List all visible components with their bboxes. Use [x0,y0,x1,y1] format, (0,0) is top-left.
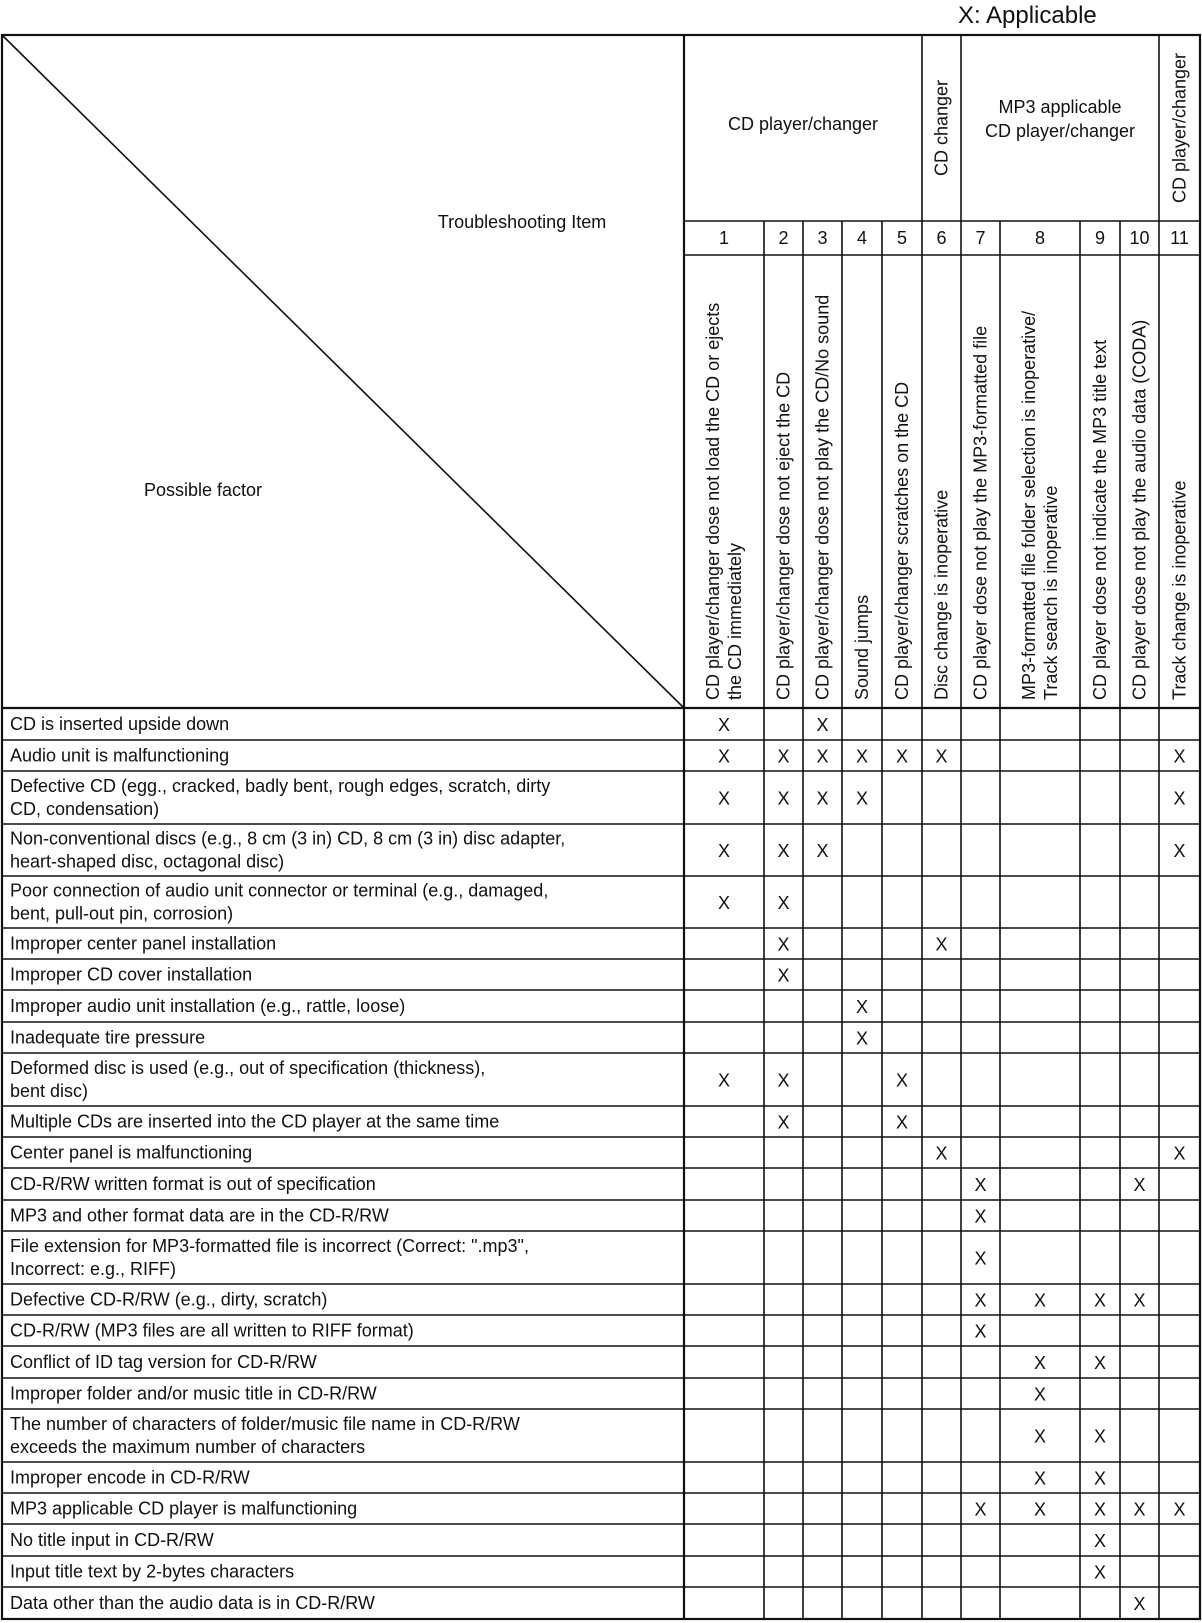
applicable-mark: X [717,715,731,735]
factor-text: Defective CD (egg., cracked, badly bent, rough edges, scratch, dirty [10,776,551,796]
factor-text: Defective CD-R/RW (e.g., dirty, scratch) [10,1289,328,1310]
applicable-mark: X [777,841,790,861]
applicable-mark: X [1033,1290,1047,1311]
factor-text: CD is inserted upside down [10,714,230,734]
column-number: 2 [778,228,789,248]
applicable-mark: X [1173,1499,1186,1520]
factor-text: CD-R/RW written format is out of specification [10,1174,376,1194]
applicable-mark: X [816,746,829,767]
factor-text: MP3 applicable CD player is malfunctioning [10,1498,358,1519]
column-description: CD player/changer scratches on the CD [892,381,912,700]
group-label: CD player/changer [727,114,879,134]
column-number: 11 [1170,228,1189,248]
column-number: 6 [936,228,947,248]
applicable-mark: X [974,1206,987,1227]
column-description: CD player/changer dose not eject the CD [773,371,794,700]
applicable-mark: X [777,1070,790,1091]
factor-text: Improper audio unit installation (e.g., rattle, loose) [10,996,406,1016]
column-description: CD player/changer dose not load the CD or ejects [703,302,723,700]
legend-applicable: X: Applicable [958,2,1097,29]
applicable-mark: X [816,715,829,735]
applicable-mark: X [777,1112,790,1133]
possible-factor-label: Possible factor [143,480,263,500]
applicable-mark: X [777,788,790,809]
applicable-mark: X [855,788,869,809]
header-diagonal [2,35,684,708]
column-description: MP3-formatted file folder selection is inoperative/ [1019,310,1039,700]
column-description: CD player dose not play the MP3-formatted file [970,325,991,700]
applicable-mark: X [717,841,731,861]
applicable-mark: X [1033,1468,1047,1489]
applicable-mark: X [935,934,948,955]
applicable-mark: X [935,746,948,767]
column-description: CD player dose not play the audio data (CODA) [1129,319,1150,700]
factor-text: Improper encode in CD-R/RW [10,1467,250,1488]
column-description: Track change is inoperative [1169,480,1190,700]
applicable-mark: X [974,1290,987,1311]
group-label: CD changer [931,79,952,177]
applicable-mark: X [974,1248,987,1269]
factor-text: File extension for MP3-formatted file is incorrect (Correct: ".mp3", [10,1236,529,1256]
factor-text: heart-shaped disc, octagonal disc) [10,851,285,872]
applicable-mark: X [1093,1531,1107,1551]
column-number: 8 [1034,228,1046,248]
factor-text: The number of characters of folder/music file name in CD-R/RW [10,1414,520,1434]
factor-text: Incorrect: e.g., RIFF) [10,1259,177,1279]
applicable-mark: X [1133,1290,1146,1311]
applicable-mark: X [855,997,869,1017]
column-description: CD player/changer dose not play the CD/No sound [812,294,833,700]
column-description: Disc change is inoperative [931,489,952,700]
applicable-mark: X [855,1028,869,1049]
applicable-mark: X [895,746,909,767]
applicable-mark: X [974,1499,987,1520]
factor-text: Conflict of ID tag version for CD-R/RW [10,1352,317,1372]
factor-text: exceeds the maximum number of characters [10,1437,366,1457]
applicable-mark: X [974,1321,987,1342]
applicable-mark: X [777,934,790,955]
applicable-mark: X [1173,841,1186,861]
applicable-mark: X [717,1070,731,1091]
applicable-mark: X [1033,1384,1047,1405]
applicable-mark: X [1093,1353,1107,1373]
column-number: 5 [896,228,908,248]
factor-text: CD, condensation) [10,799,160,819]
factor-text: Inadequate tire pressure [10,1027,206,1048]
applicable-mark: X [1133,1594,1146,1614]
applicable-mark: X [1093,1290,1107,1311]
factor-text: Poor connection of audio unit connector or terminal (e.g., damaged, [10,880,549,901]
factor-text: bent disc) [10,1081,89,1101]
applicable-mark: X [1033,1353,1047,1373]
applicable-mark: X [1173,788,1186,809]
group-label-line: MP3 applicable [998,97,1122,117]
factor-text: No title input in CD-R/RW [10,1530,214,1550]
applicable-mark: X [1033,1499,1047,1520]
table-frame [2,35,1200,1619]
factor-text: Input title text by 2-bytes characters [10,1561,295,1582]
column-description: the CD immediately [725,542,745,700]
factor-text: Improper CD cover installation [10,964,253,985]
applicable-mark: X [1033,1426,1047,1447]
applicable-mark: X [974,1175,987,1195]
applicable-mark: X [1173,746,1186,767]
factor-text: Deformed disc is used (e.g., out of specification (thickness), [10,1058,486,1078]
troubleshooting-item-label: Troubleshooting Item [437,212,607,232]
applicable-mark: X [777,965,790,986]
applicable-mark: X [717,788,731,809]
column-number: 3 [817,228,828,248]
column-number: 4 [856,228,868,248]
applicable-mark: X [1133,1499,1146,1520]
applicable-mark: X [895,1112,909,1133]
group-label: CD player/changer [1169,52,1190,204]
applicable-mark: X [935,1143,948,1164]
column-description: Sound jumps [852,594,872,700]
applicable-mark: X [816,788,829,809]
applicable-mark: X [777,893,790,913]
column-number: 10 [1129,228,1150,248]
applicable-mark: X [1173,1143,1186,1164]
applicable-mark: X [816,841,829,861]
applicable-mark: X [1133,1175,1146,1195]
applicable-mark: X [1093,1562,1107,1583]
factor-text: Data other than the audio data is in CD-R/RW [10,1593,375,1613]
factor-text: Improper folder and/or music title in CD-R/RW [10,1383,377,1404]
column-number: 9 [1094,228,1106,248]
group-label-line: CD player/changer [984,121,1136,141]
column-description: CD player dose not indicate the MP3 title text [1090,339,1110,700]
factor-text: Multiple CDs are inserted into the CD player at the same time [10,1111,500,1132]
applicable-mark: X [717,893,731,913]
applicable-mark: X [855,746,869,767]
factor-text: Improper center panel installation [10,933,277,954]
factor-text: Audio unit is malfunctioning [10,745,230,766]
column-description: Track search is inoperative [1041,485,1061,700]
applicable-mark: X [895,1070,909,1091]
applicable-mark: X [1093,1426,1107,1447]
applicable-mark: X [777,746,790,767]
applicable-mark: X [717,746,731,767]
applicable-mark: X [1093,1499,1107,1520]
factor-text: Non-conventional discs (e.g., 8 cm (3 in) CD, 8 cm (3 in) disc adapter, [10,828,566,849]
column-number: 1 [718,228,730,248]
factor-text: MP3 and other format data are in the CD-R/RW [10,1205,389,1226]
factor-text: CD-R/RW (MP3 files are all written to RIFF format) [10,1320,414,1341]
column-number: 7 [975,228,986,248]
applicable-mark: X [1093,1468,1107,1489]
factor-text: Center panel is malfunctioning [10,1142,253,1163]
factor-text: bent, pull-out pin, corrosion) [10,903,234,924]
